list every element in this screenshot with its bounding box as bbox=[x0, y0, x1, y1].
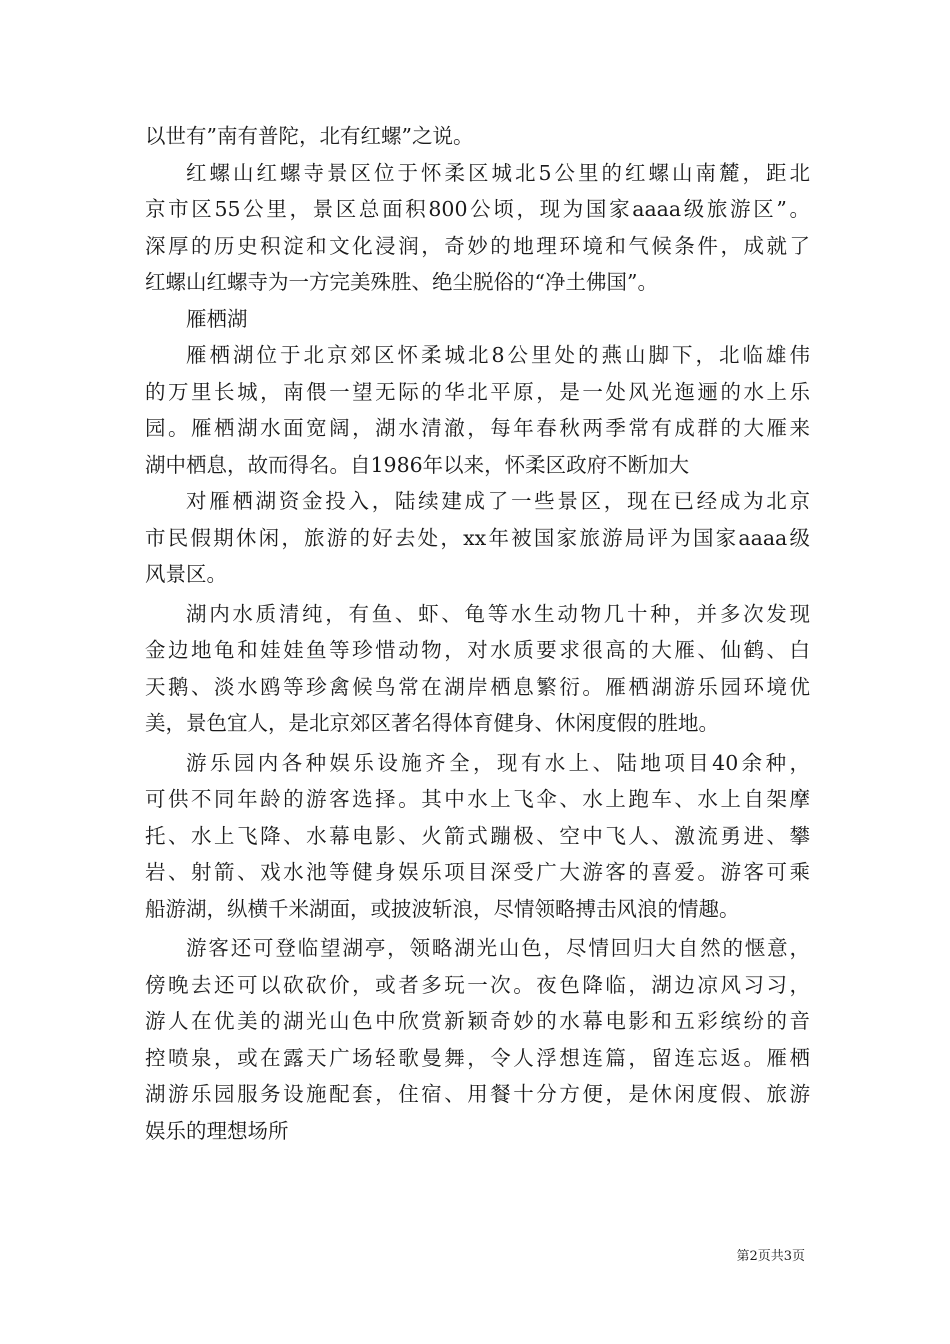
text-line: 控喷泉，或在露天广场轻歌曼舞，令人浮想连篇，留连忘返。雁栖 bbox=[145, 1045, 810, 1070]
text-line: 红螺山红螺寺为一方完美殊胜、绝尘脱俗的“净土佛国”。 bbox=[145, 270, 658, 294]
text-line: 红螺山红螺寺景区位于怀柔区城北5公里的红螺山南麓，距北 bbox=[186, 160, 810, 185]
text-line: 美，景色宜人，是北京郊区著名得体育健身、休闲度假的胜地。 bbox=[145, 711, 719, 735]
text-line: 岩、射箭、戏水池等健身娱乐项目深受广大游客的喜爱。游客可乘 bbox=[145, 860, 810, 884]
text-line: 娱乐的理想场所 bbox=[145, 1118, 289, 1143]
text-line: 游人在优美的湖光山色中欣赏新颖奇妙的水幕电影和五彩缤纷的音 bbox=[145, 1009, 810, 1033]
text-line: 的万里长城，南偎一望无际的华北平原，是一处风光迤逦的水上乐 bbox=[145, 379, 810, 404]
text-line: 游客还可登临望湖亭，领略湖光山色，尽情回归大自然的惬意， bbox=[186, 936, 810, 960]
text-line: 雁栖湖位于北京郊区怀柔城北8公里处的燕山脚下，北临雄伟 bbox=[186, 343, 810, 367]
text-line: 船游湖，纵横千米湖面，或披波斩浪，尽情领略搏击风浪的情趣。 bbox=[145, 896, 740, 921]
text-line: 金边地龟和娃娃鱼等珍惜动物，对水质要求很高的大雁、仙鹤、白 bbox=[145, 638, 810, 662]
document-body bbox=[145, 118, 810, 1149]
text-line: 湖中栖息，故而得名。自1986年以来，怀柔区政府不断加大 bbox=[145, 452, 690, 477]
text-line: 以世有”南有普陀，北有红螺”之说。 bbox=[145, 124, 474, 148]
text-line: 深厚的历史积淀和文化浸润，奇妙的地理环境和气候条件，成就了 bbox=[145, 233, 810, 258]
text-line: 园。雁栖湖水面宽阔，湖水清澈，每年春秋两季常有成群的大雁来 bbox=[145, 416, 810, 440]
text-line: 对雁栖湖资金投入，陆续建成了一些景区，现在已经成为北京 bbox=[186, 489, 810, 513]
text-line: 湖游乐园服务设施配套，住宿、用餐十分方便，是休闲度假、旅游 bbox=[145, 1082, 810, 1106]
page-number: 第2页共3页 bbox=[736, 1249, 805, 1264]
text-line: 游乐园内各种娱乐设施齐全，现有水上、陆地项目40余种， bbox=[186, 750, 810, 775]
text-line: 托、水上飞降、水幕电影、火箭式蹦极、空中飞人、激流勇进、攀 bbox=[145, 823, 810, 848]
text-line: 京市区55公里，景区总面积800公顷，现为国家aaaa级旅游区”。 bbox=[145, 197, 810, 221]
section-heading: 雁栖湖 bbox=[186, 306, 248, 331]
text-line: 湖内水质清纯，有鱼、虾、龟等水生动物几十种，并多次发现 bbox=[186, 601, 810, 626]
text-line: 风景区。 bbox=[145, 562, 227, 586]
text-line: 傍晚去还可以砍砍价，或者多玩一次。夜色降临，湖边凉风习习， bbox=[145, 972, 810, 997]
text-line: 市民假期休闲，旅游的好去处，xx年被国家旅游局评为国家aaaa级 bbox=[145, 525, 810, 550]
text-line: 天鹅、淡水鸥等珍禽候鸟常在湖岸栖息繁衍。雁栖湖游乐园环境优 bbox=[145, 674, 810, 699]
text-line: 可供不同年龄的游客选择。其中水上飞伞、水上跑车、水上自架摩 bbox=[145, 787, 810, 811]
